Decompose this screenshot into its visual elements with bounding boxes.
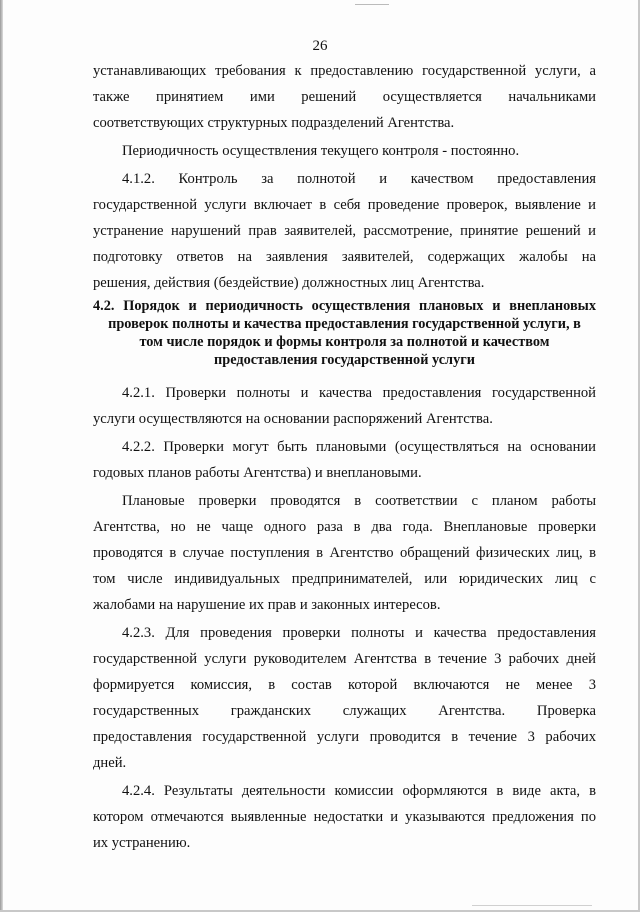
text-line: 4.2.4. Результаты деятельности комиссии оформляются в виде акта, в bbox=[122, 783, 596, 799]
text-line: том числе индивидуальных предпринимателей, или юридических лиц с bbox=[93, 571, 596, 587]
text-line: государственных гражданских служащих Агентства. Проверка bbox=[93, 703, 596, 719]
text-line: 4.1.2. Контроль за полнотой и качеством предоставления bbox=[122, 171, 596, 187]
text-line: жалобами на нарушение их прав и законных интересов. bbox=[93, 597, 441, 613]
document-body bbox=[93, 58, 596, 856]
paragraph-continuation bbox=[93, 58, 596, 136]
text-line: проводятся в случае поступления в Агентство обращений физических лиц, в bbox=[93, 545, 596, 561]
text-line: Плановые проверки проводятся в соответствии с планом работы bbox=[122, 493, 596, 509]
paragraph-4-1-2 bbox=[93, 166, 596, 296]
paragraph-periodicity bbox=[93, 138, 596, 164]
text-line: дней. bbox=[93, 755, 127, 771]
text-line: устанавливающих требования к предоставлению государственной услуги, а bbox=[93, 63, 596, 79]
text-line: 4.2.3. Для проведения проверки полноты и качества предоставления bbox=[122, 625, 596, 641]
text-line: также принятием ими решений осуществляется начальниками bbox=[93, 89, 596, 105]
page-number: 26 bbox=[312, 38, 328, 54]
heading-line: проверок полноты и качества предоставления государственной услуги, в bbox=[108, 316, 581, 332]
heading-line: том числе порядок и формы контроля за полнотой и качеством bbox=[139, 334, 550, 350]
text-line: подготовку ответов на заявления заявителей, содержащих жалобы на bbox=[93, 249, 596, 265]
text-line: формируется комиссия, в состав которой включаются не менее 3 bbox=[93, 677, 596, 693]
heading-line: 4.2. Порядок и периодичность осуществления плановых и внеплановых bbox=[93, 298, 596, 314]
text-line: устранение нарушений прав заявителей, рассмотрение, принятие решений и bbox=[93, 223, 596, 239]
scan-mark-bottom bbox=[472, 905, 592, 906]
paragraph-4-2-3 bbox=[93, 620, 596, 776]
text-line: 4.2.2. Проверки могут быть плановыми (осуществляться на основании bbox=[122, 439, 596, 455]
paragraph-4-2-2 bbox=[93, 434, 596, 486]
section-heading-4-2 bbox=[93, 297, 596, 369]
text-line: их устранению. bbox=[93, 835, 191, 851]
text-line: предоставления государственной услуги проводится в течение 3 рабочих bbox=[93, 729, 596, 745]
paragraph-planned-inspections bbox=[93, 488, 596, 618]
text-line: решения, действия (бездействие) должностных лиц Агентства. bbox=[93, 275, 485, 291]
heading-line: предоставления государственной услуги bbox=[214, 352, 475, 368]
text-line: государственной услуги включает в себя проведение проверок, выявление и bbox=[93, 197, 596, 213]
paragraph-4-2-1 bbox=[93, 380, 596, 432]
text-line: котором отмечаются выявленные недостатки и указываются предложения по bbox=[93, 809, 596, 825]
scan-mark-top bbox=[355, 4, 389, 5]
text-line: Периодичность осуществления текущего контроля - постоянно. bbox=[122, 143, 520, 159]
text-line: услуги осуществляются на основании распоряжений Агентства. bbox=[93, 411, 493, 427]
paragraph-4-2-4 bbox=[93, 778, 596, 856]
text-line: Агентства, но не чаще одного раза в два года. Внеплановые проверки bbox=[93, 519, 596, 535]
text-line: государственной услуги руководителем Агентства в течение 3 рабочих дней bbox=[93, 651, 596, 667]
scan-edge-left bbox=[0, 0, 3, 912]
text-line: соответствующих структурных подразделений Агентства. bbox=[93, 115, 455, 131]
text-line: годовых планов работы Агентства) и внеплановыми. bbox=[93, 465, 422, 481]
text-line: 4.2.1. Проверки полноты и качества предоставления государственной bbox=[122, 385, 596, 401]
